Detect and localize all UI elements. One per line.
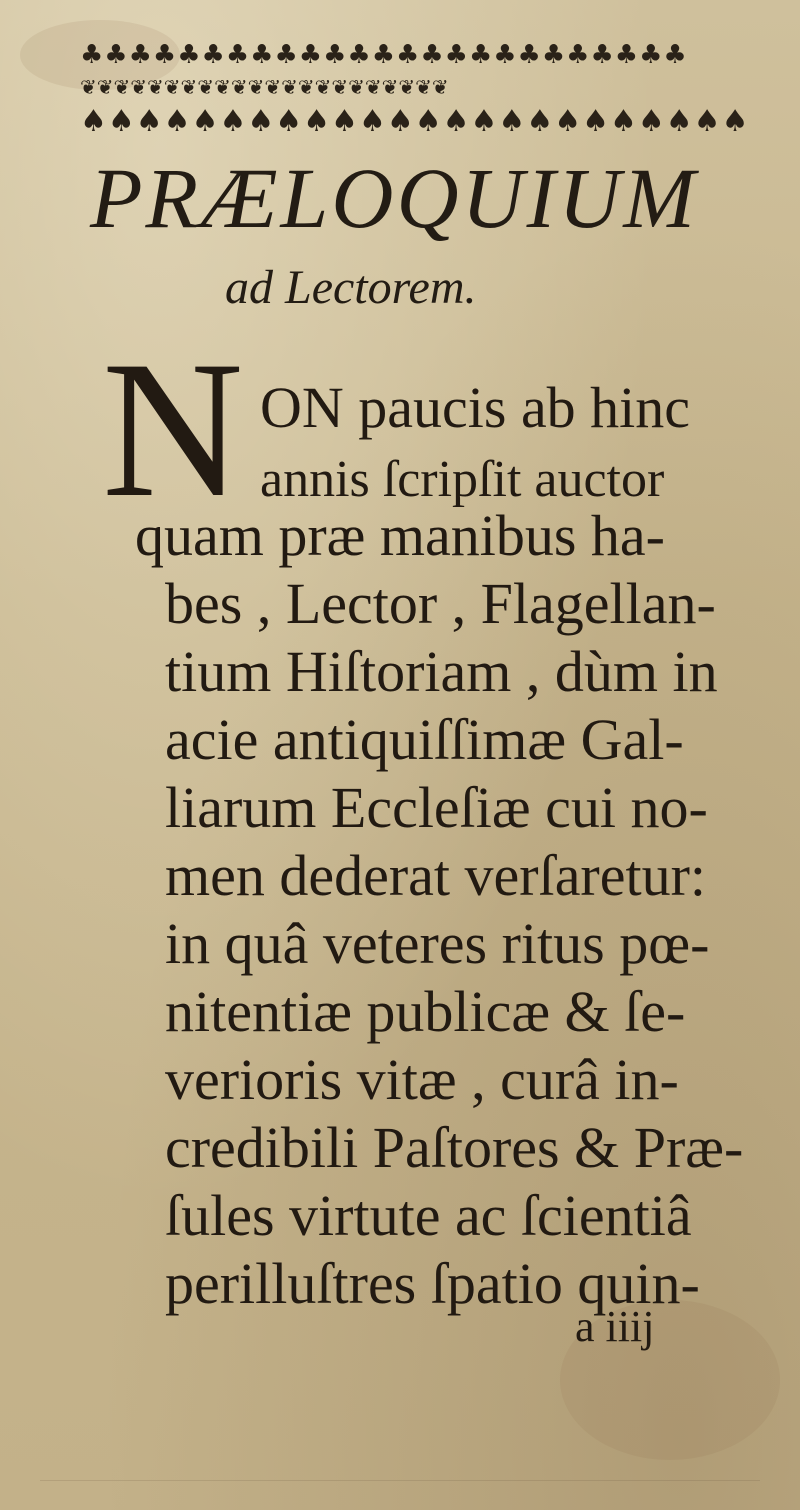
signature-mark: a iiij [575, 1302, 655, 1351]
ornament-band-bottom: ♠♠♠♠♠♠♠♠♠♠♠♠♠♠♠♠♠♠♠♠♠♠♠♠ [80, 104, 750, 139]
drop-capital: N [102, 321, 244, 538]
text-line: annis ſcripſit auctor [260, 451, 665, 508]
text-line: bes , Lector , Flagellan- [165, 571, 716, 636]
ornament-band-middle: ❦❦❦❦❦❦❦❦❦❦❦❦❦❦❦❦❦❦❦❦❦❦ [80, 75, 449, 99]
text-line: ON paucis ab hinc [260, 375, 691, 440]
text-line: in quâ veteres ritus pœ- [165, 911, 710, 976]
text-line: credibili Paſtores & Præ- [165, 1115, 744, 1180]
text-line: liarum Eccleſiæ cui no- [165, 775, 708, 840]
page-subtitle: ad Lectorem. [225, 261, 477, 314]
page-title: PRÆLOQUIUM [90, 150, 699, 246]
text-line: acie antiquiſſimæ Gal- [165, 707, 684, 772]
text-line: nitentiæ publicæ & ſe- [165, 979, 686, 1044]
text-line: tium Hiſtoriam , dùm in [165, 639, 718, 704]
text-line: men dederat verſaretur: [165, 843, 707, 908]
text-line: verioris vitæ , curâ in- [165, 1047, 679, 1112]
text-line: ſules virtute ac ſcientiâ [165, 1183, 692, 1248]
ornament-band-top: ♣♣♣♣♣♣♣♣♣♣♣♣♣♣♣♣♣♣♣♣♣♣♣♣♣ [80, 40, 688, 70]
text-line: quam præ manibus ha- [135, 503, 665, 568]
text-line: perilluſtres ſpatio quin- [165, 1251, 700, 1316]
page-edge [40, 1480, 760, 1481]
